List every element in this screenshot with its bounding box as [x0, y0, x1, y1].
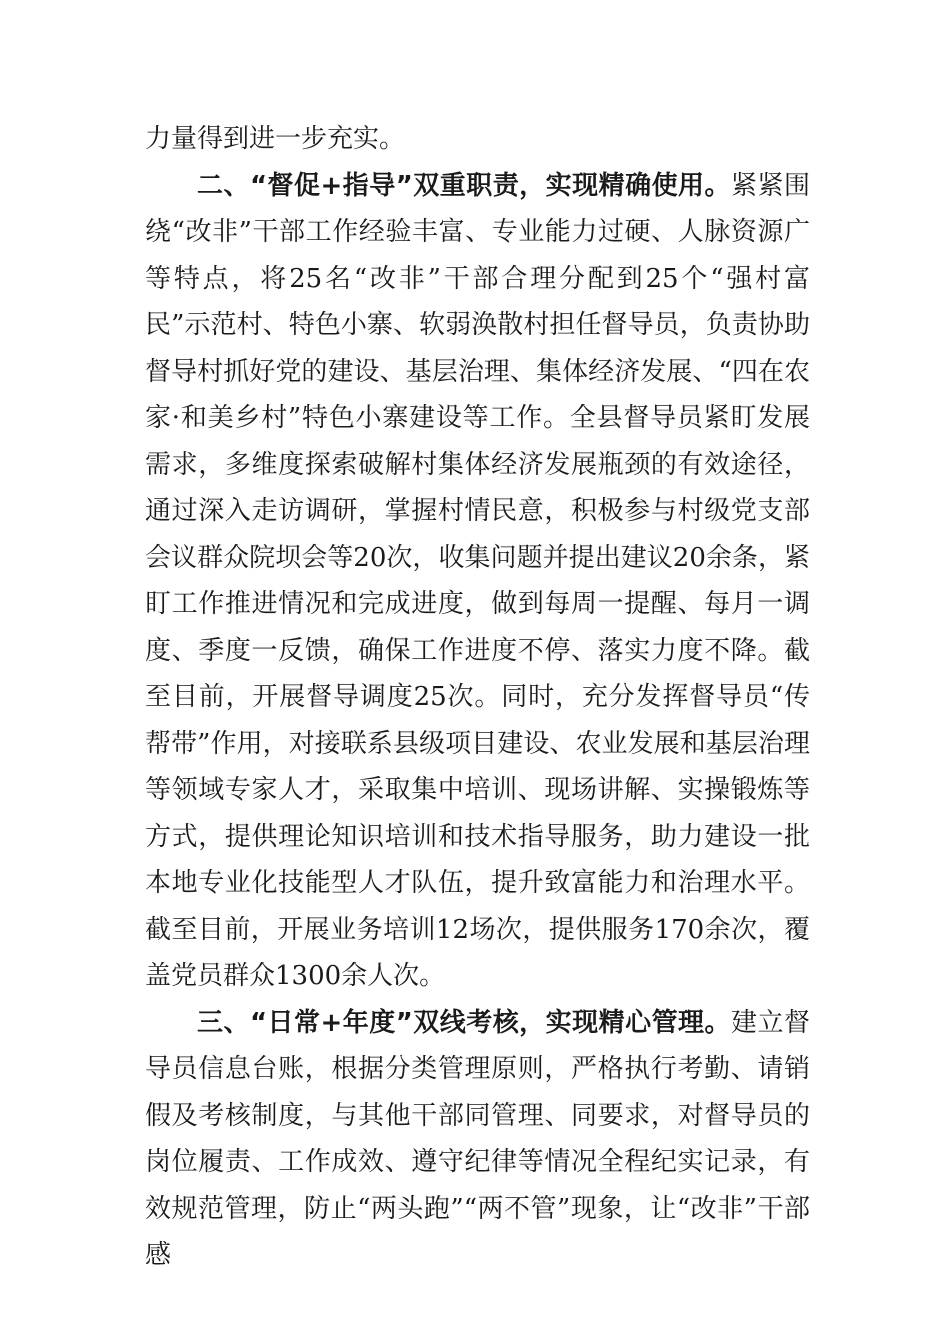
paragraph-continuation	[145, 116, 810, 163]
paragraph-section-two	[145, 163, 810, 1000]
section-heading: 三、“日常+年度”双线考核，实现精心管理。	[197, 1007, 732, 1038]
document-body	[145, 116, 810, 1279]
paragraph-text: 力量得到进一步充实。	[145, 124, 406, 154]
paragraph-text: 建立督导员信息台账，根据分类管理原则，严格执行考勤、请销假及考核制度，与其他干部同管理、同要求，对督导员的岗位履责、工作成效、遵守纪律等情况全程纪实记录，有效规范管理，防止“两头跑”“两不管”现象，让“改非”干部感	[145, 1007, 810, 1270]
section-heading: 二、“督促+指导”双重职责，实现精确使用。	[197, 170, 732, 201]
paragraph-section-three	[145, 1000, 810, 1279]
paragraph-text: 紧紧围绕“改非”干部工作经验丰富、专业能力过硬、人脉资源广等特点，将25名“改非”干部合理分配到25个“强村富民”示范村、特色小寨、软弱涣散村担任督导员，负责协助督导村抓好党的建设、基层治理、集体经济发展、“四在农家·和美乡村”特色小寨建设等工作。全县督导员紧盯发展需求，多维度探索破解村集体经济发展瓶颈的有效途径，通过深入走访调研，掌握村情民意，积极参与村级党支部会议群众院坝会等20次，收集问题并提出建议20余条，紧盯工作推进情况和完成进度，做到每周一提醒、每月一调度、季度一反馈，确保工作进度不停、落实力度不降。截至目前，开展督导调度25次。同时，充分发挥督导员“传帮带”作用，对接联系县级项目建设、农业发展和基层治理等领域专家人才，采取集中培训、现场讲解、实操锻炼等方式，提供理论知识培训和技术指导服务，助力建设一批本地专业化技能型人才队伍，提升致富能力和治理水平。截至目前，开展业务培训12场次，提供服务170余次，覆盖党员群众1300余人次。	[145, 170, 810, 991]
